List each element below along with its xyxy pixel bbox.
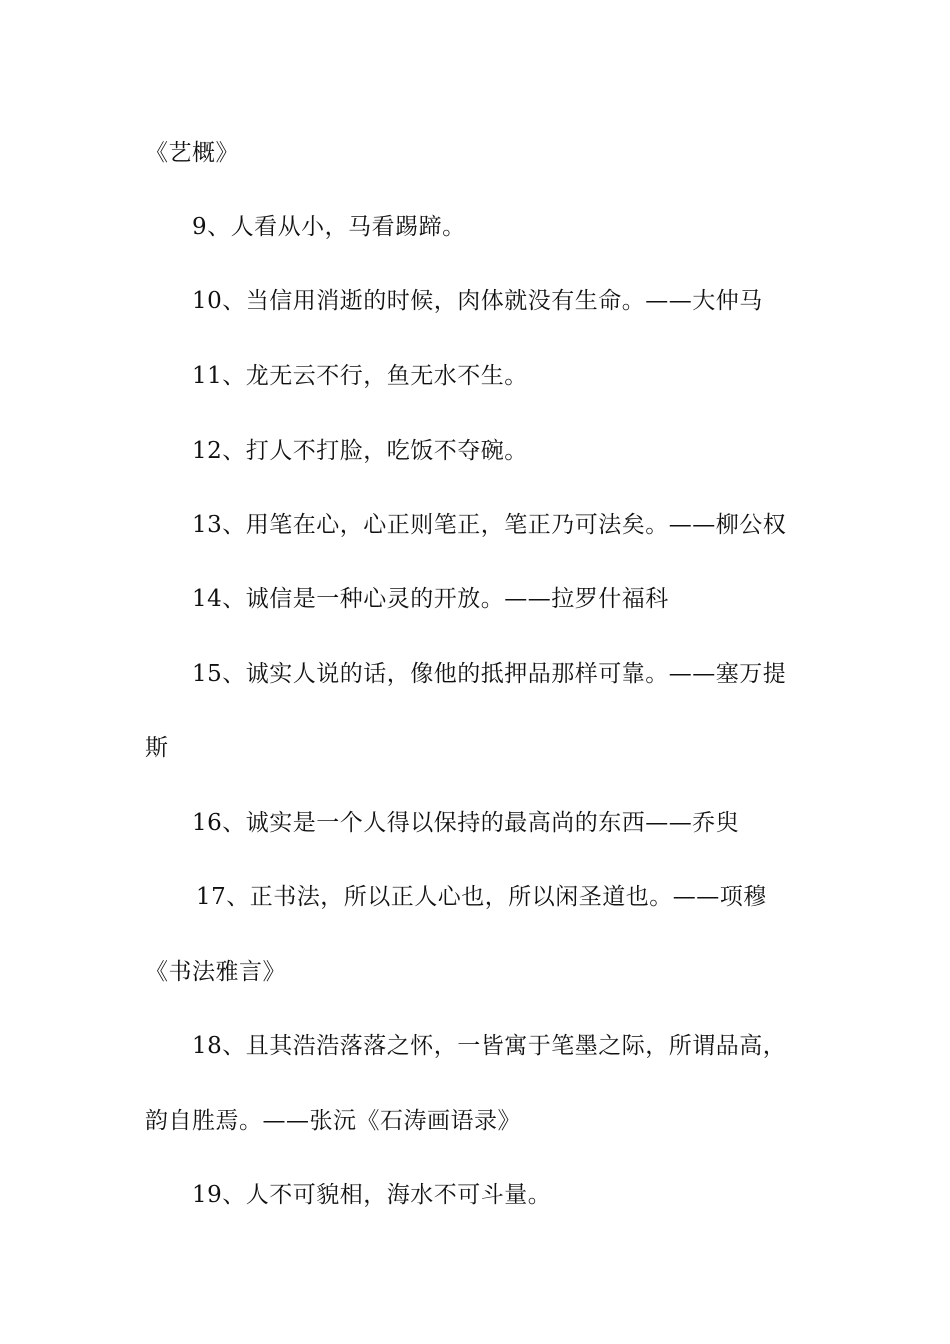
text-line: 《艺概》 <box>145 140 239 166</box>
text-line: 17、正书法，所以正人心也，所以闲圣道也。——项穆 <box>196 884 767 910</box>
text-line: 16、诚实是一个人得以保持的最高尚的东西——乔臾 <box>192 810 740 836</box>
text-line: 12、打人不打脸，吃饭不夺碗。 <box>192 438 528 464</box>
text-line: 19、人不可貌相，海水不可斗量。 <box>192 1182 552 1208</box>
text-line: 9、人看从小，马看踢蹄。 <box>192 214 466 240</box>
text-line: 10、当信用消逝的时候，肉体就没有生命。——大仲马 <box>192 288 763 314</box>
text-line: 15、诚实人说的话，像他的抵押品那样可靠。——塞万提 <box>192 661 787 687</box>
text-line: 18、且其浩浩落落之怀，一皆寓于笔墨之际，所谓品高， <box>192 1033 787 1059</box>
text-line: 韵自胜焉。——张沅《石涛画语录》 <box>145 1108 521 1134</box>
text-line: 《书法雅言》 <box>145 959 286 985</box>
text-line: 斯 <box>145 735 169 761</box>
text-line: 13、用笔在心，心正则笔正，笔正乃可法矣。——柳公权 <box>192 512 787 538</box>
text-line: 11、龙无云不行，鱼无水不生。 <box>192 363 528 389</box>
text-line: 14、诚信是一种心灵的开放。——拉罗什福科 <box>192 586 669 612</box>
